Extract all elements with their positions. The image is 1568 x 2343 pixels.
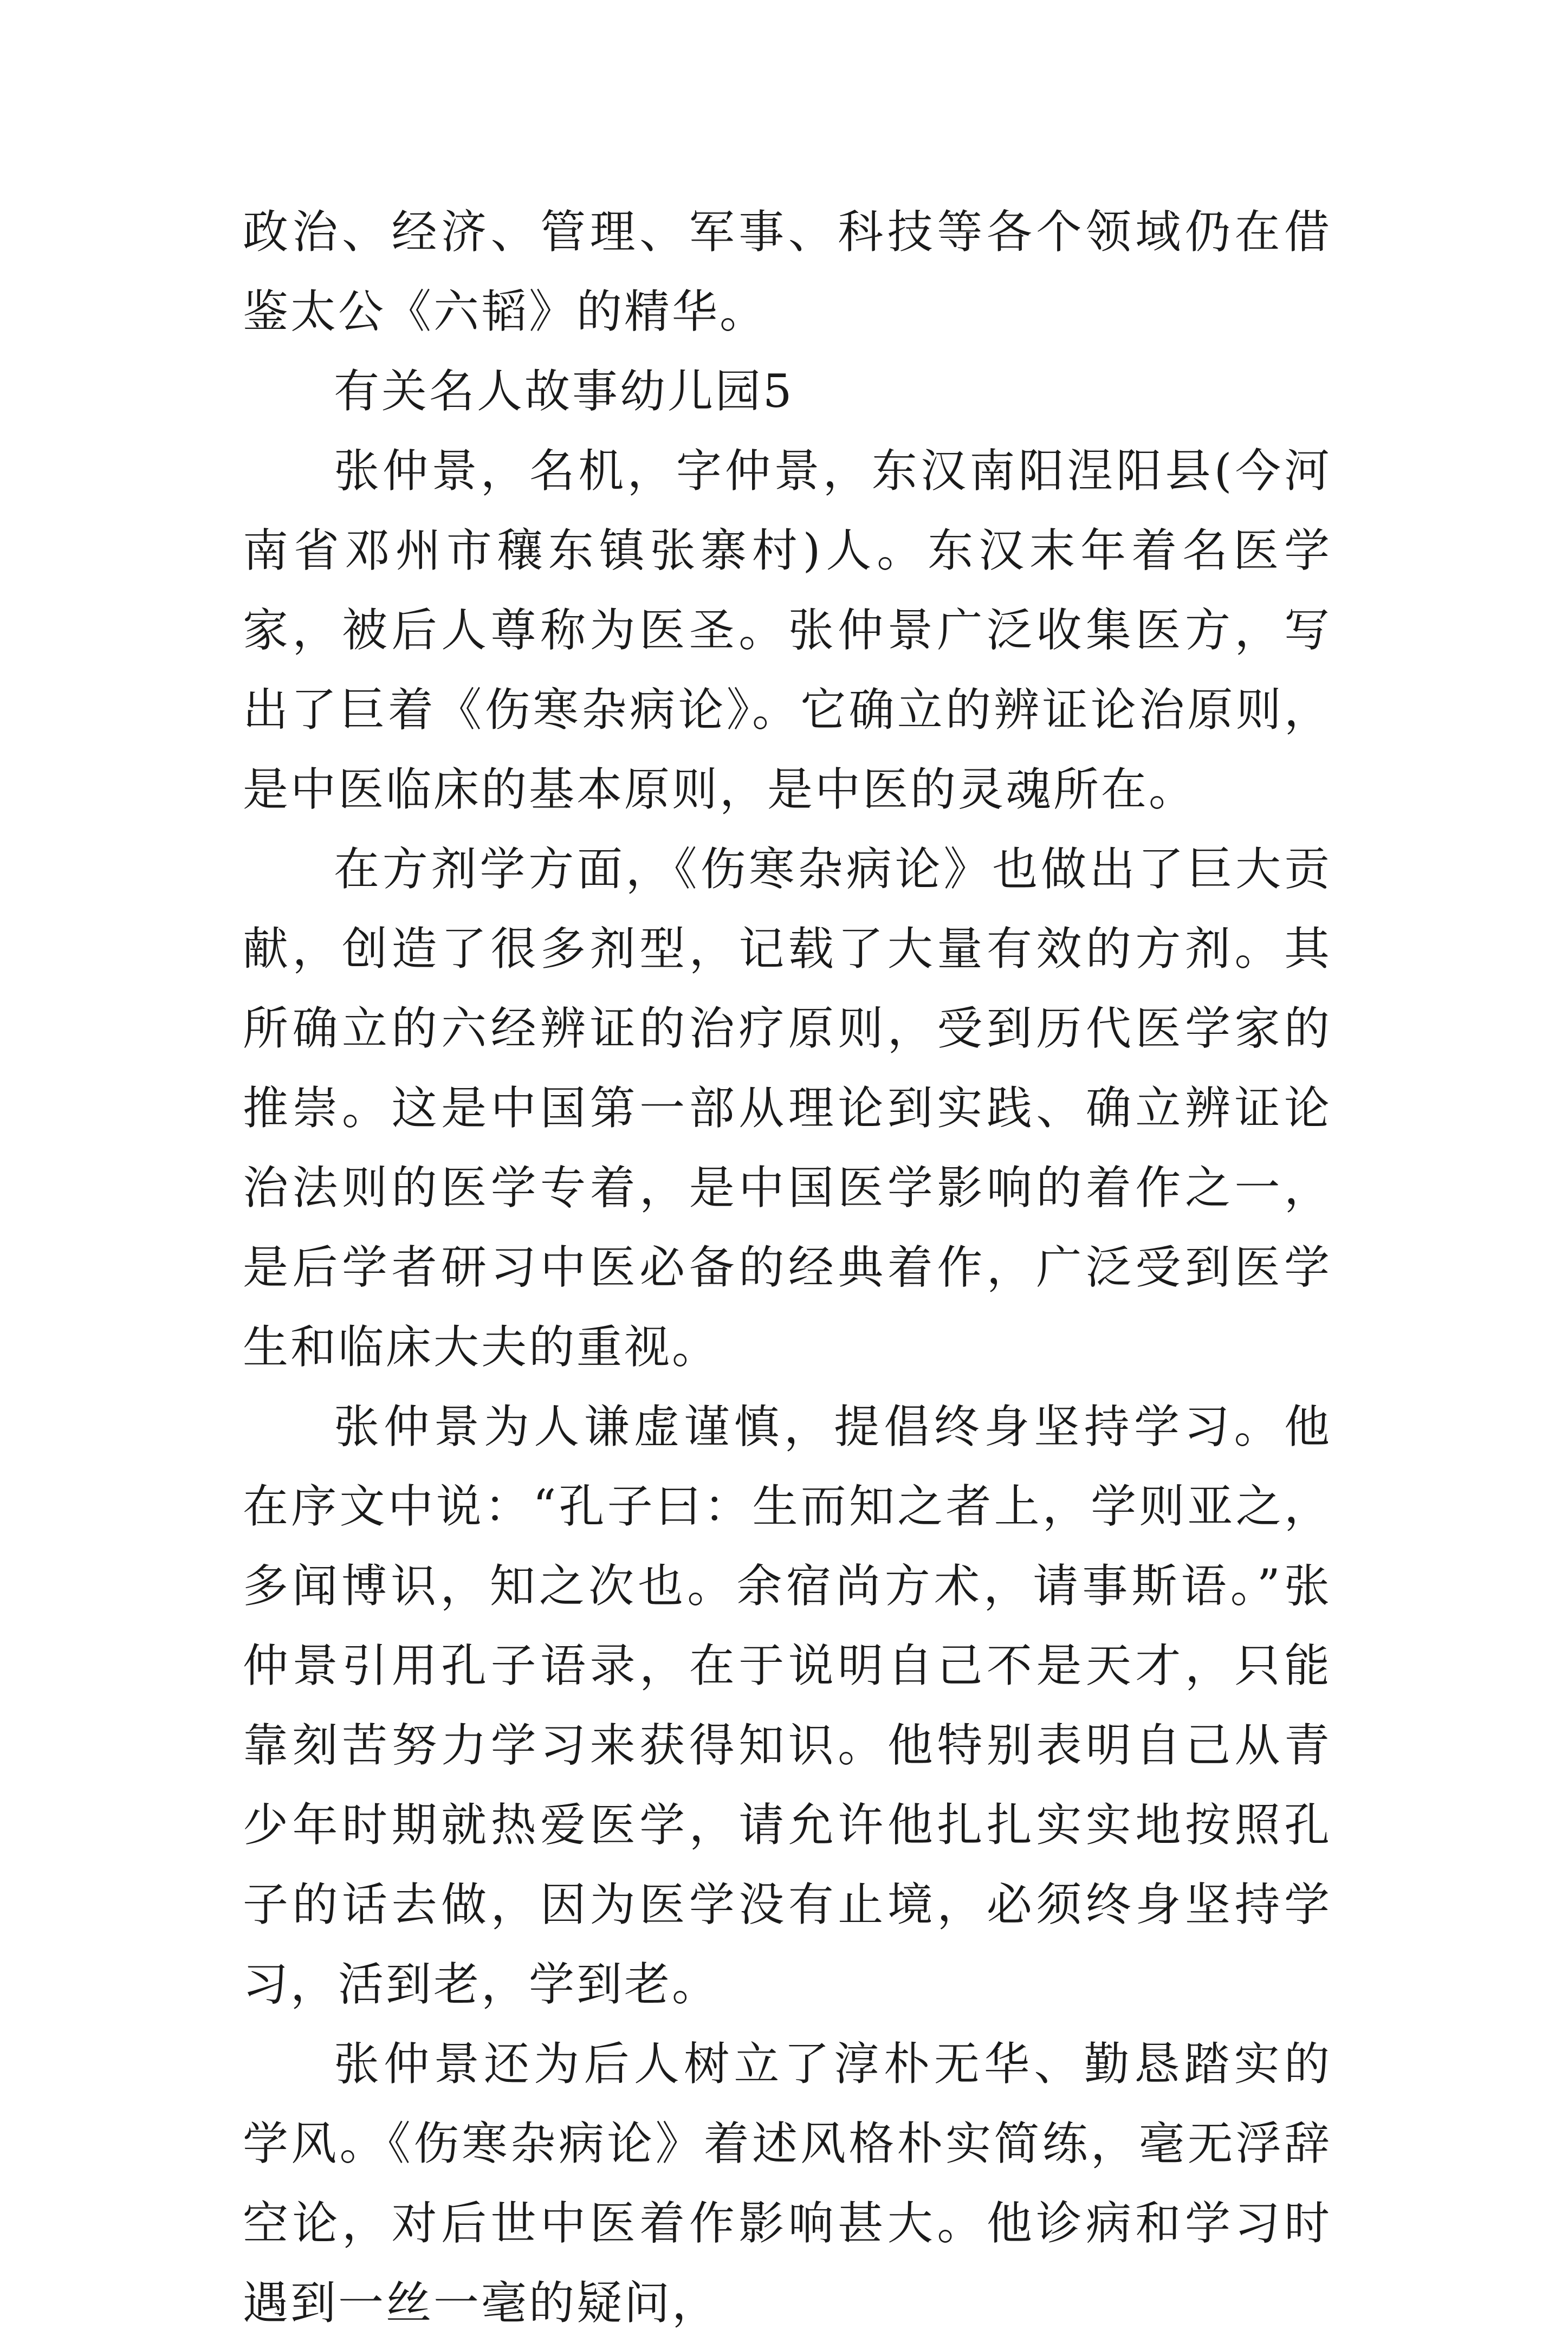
paragraph-continuation: 政治、经济、管理、军事、科技等各个领域仍在借鉴太公《六韬》的精华。	[243, 205, 1332, 338]
paragraph: 在方剂学方面，《伤寒杂病论》也做出了巨大贡献，创造了很多剂型，记载了大量有效的方剂。其所确立的六经辨证的治疗原则，受到历代医学家的推崇。这是中国第一部从理论到实践、确立辨证论治法则的医学专着，是中国医学影响的着作之一，是后学者研习中医必备的经典着作，广泛受到医学生和临床大夫的重视。	[243, 843, 1332, 1374]
body-text	[243, 192, 1332, 2343]
paragraph: 张仲景，名机，字仲景，东汉南阳涅阳县(今河南省邓州市穰东镇张寨村)人。东汉末年着名医学家，被后人尊称为医圣。张仲景广泛收集医方，写出了巨着《伤寒杂病论》。它确立的辨证论治原则，是中医临床的基本原则，是中医的灵魂所在。	[243, 444, 1332, 816]
section-heading: 有关名人故事幼儿园5	[334, 365, 794, 418]
paragraph: 张仲景还为后人树立了淳朴无华、勤恳踏实的学风。《伤寒杂病论》着述风格朴实简练，毫无浮辞空论，对后世中医着作影响甚大。他诊病和学习时遇到一丝一毫的疑问，	[243, 2037, 1332, 2329]
paragraph: 张仲景为人谦虚谨慎，提倡终身坚持学习。他在序文中说：“孔子曰：生而知之者上，学则亚之，多闻博识，知之次也。余宿尚方术，请事斯语。”张仲景引用孔子语录，在于说明自己不是天才，只能靠刻苦努力学习来获得知识。他特别表明自己从青少年时期就热爱医学，请允许他扎扎实实地按照孔子的话去做，因为医学没有止境，必须终身坚持学习，活到老，学到老。	[243, 1400, 1332, 2011]
